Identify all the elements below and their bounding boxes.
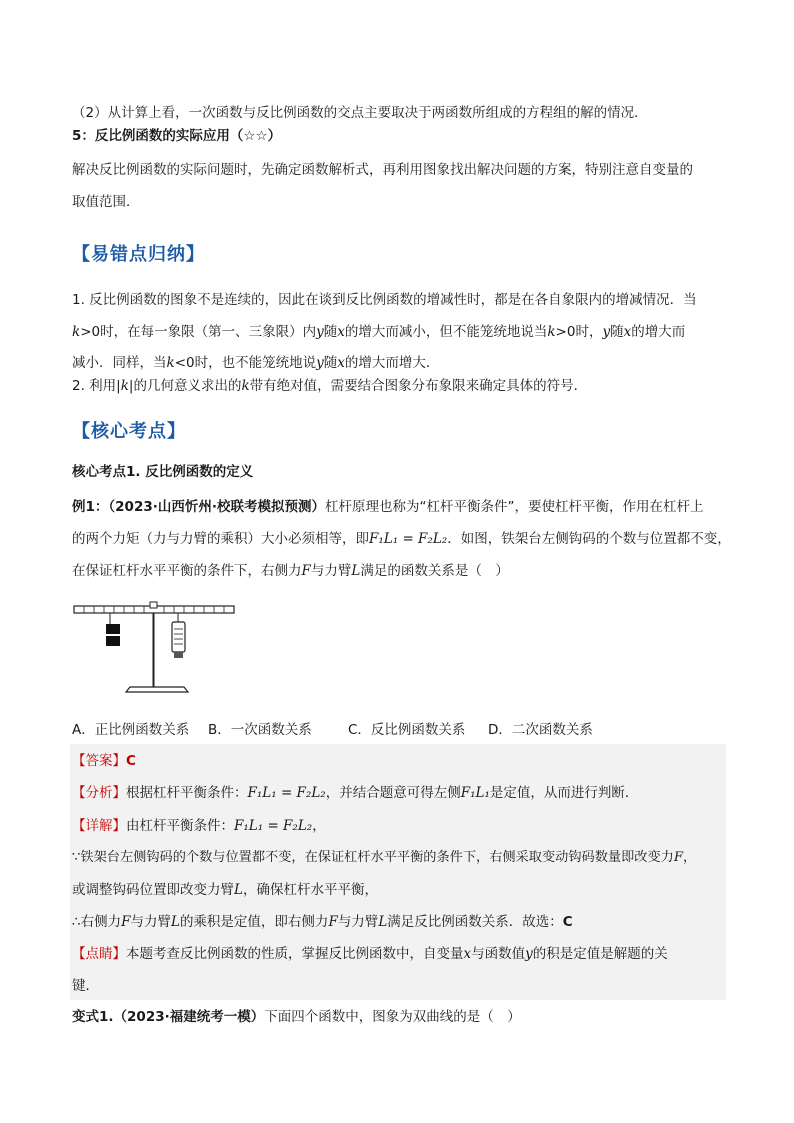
answer-line: 【答案】C <box>72 753 136 769</box>
comment-line-1: 【点睛】本题考查反比例函数的性质，掌握反比例函数中，自变量x与函数值y的积是定值是解题的关 <box>72 946 668 962</box>
choice-c[interactable]: C．反比例函数关系 <box>348 722 466 738</box>
error-point-1-line-c: 减小．同样，当k<0时，也不能笼统地说y随x的增大而增大． <box>72 355 440 371</box>
error-point-2: 2. 利用|k|的几何意义求出的k带有绝对值，需要结合图象分布象限来确定具体的符号． <box>72 378 588 394</box>
para-practical-a: 解决反比例函数的实际问题时，先确定函数解析式，再利用图象找出解决问题的方案，特别注意自变量的 <box>72 162 693 178</box>
left-weight-top <box>106 624 120 634</box>
detail-line-4: ∴右侧力F与力臂L的乘积是定值，即右侧力F与力臂L满足反比例函数关系．故选：C <box>72 914 573 930</box>
para-practical-b: 取值范围． <box>72 194 140 210</box>
core-heading: 【核心考点】 <box>72 421 186 442</box>
example-1-line-c: 在保证杠杆水平平衡的条件下，右侧力F与力臂L满足的函数关系是（ ） <box>72 563 509 579</box>
analysis-line: 【分析】根据杠杆平衡条件：F₁L₁ = F₂L₂，并结合题意可得左侧F₁L₁是定值，从而进行判断． <box>72 785 639 801</box>
detail-line-2: ∵铁架台左侧钩码的个数与位置都不变，在保证杠杆水平平衡的条件下，右侧采取变动钩码数量即改变力F， <box>72 850 697 865</box>
error-point-1-line-a: 1. 反比例函数的图象不是连续的，因此在谈到反比例函数的增减性时，都是在各自象限内的增减情况．当 <box>72 292 697 308</box>
lever-stand-figure <box>70 600 240 700</box>
error-point-1-line-b: k>0时，在每一象限（第一、三象限）内y随x的增大而减小，但不能笼统地说当k>0时，y随x的增大而 <box>72 324 686 340</box>
core-point-1-title: 核心考点1. 反比例函数的定义 <box>72 464 254 480</box>
example-1-line-b: 的两个力矩（力与力臂的乘积）大小必须相等，即F₁L₁ = F₂L₂．如图，铁架台左侧钩码的个数与位置都不变， <box>72 531 731 547</box>
para-intersection: （2）从计算上看，一次函数与反比例函数的交点主要取决于两函数所组成的方程组的解的情况． <box>72 105 648 121</box>
spring-scale <box>172 622 185 652</box>
choice-d[interactable]: D．二次函数关系 <box>488 722 593 738</box>
stand-base <box>126 687 188 692</box>
example-1-line-a: 例1：（2023·山西忻州·校联考模拟预测）杠杆原理也称为“杠杆平衡条件”，要使杠杆平衡，作用在杠杆上 <box>72 499 704 515</box>
variant-1: 变式1.（2023·福建统考一模）下面四个函数中，图象为双曲线的是（ ） <box>72 1009 521 1025</box>
left-weight-bottom <box>106 636 120 646</box>
detail-line-1: 【详解】由杠杆平衡条件：F₁L₁ = F₂L₂， <box>72 818 326 834</box>
choice-a[interactable]: A．正比例函数关系 <box>72 722 190 738</box>
errors-heading: 【易错点归纳】 <box>72 244 205 265</box>
comment-line-2: 键． <box>72 978 99 994</box>
detail-line-3: 或调整钩码位置即改变力臂L，确保杠杆水平平衡， <box>72 882 378 898</box>
section-5-title: 5：反比例函数的实际应用（☆☆） <box>72 128 282 144</box>
choice-b[interactable]: B．一次函数关系 <box>208 722 312 738</box>
example-1-choices <box>72 721 593 739</box>
pivot <box>150 602 157 608</box>
